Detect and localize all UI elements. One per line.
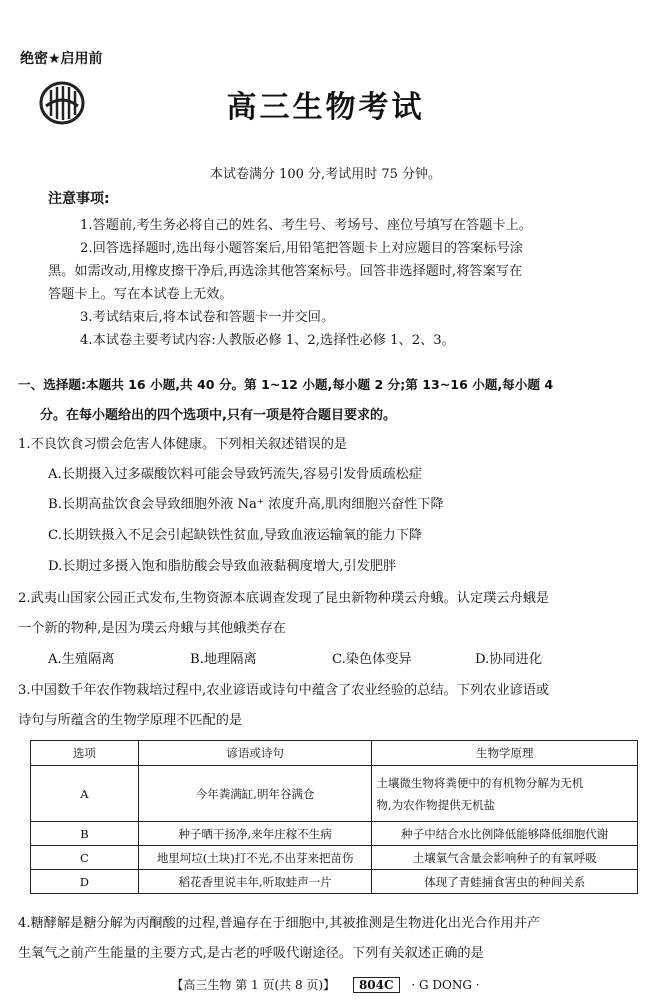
question-stem: 一个新的物种,是因为璞云舟蛾与其他蛾类存在 bbox=[18, 621, 286, 636]
table-row bbox=[31, 846, 638, 870]
brand-label: · G DONG · bbox=[411, 978, 480, 992]
question-stem: 1.不良饮食习惯会危害人体健康。下列相关叙述错误的是 bbox=[18, 437, 348, 452]
options-table bbox=[30, 740, 638, 894]
notice-line: 黑。如需改动,用橡皮擦干净后,再选涂其他答案标号。回答非选择题时,将答案写在 bbox=[48, 264, 523, 279]
table-cell-principle: 种子中结合水比例降低能够降低细胞代谢 bbox=[372, 822, 638, 846]
option-b: B.长期高盐饮食会导致细胞外液 Na⁺ 浓度升高,肌肉细胞兴奋性下降 bbox=[48, 497, 444, 512]
exam-title: 高三生物考试 bbox=[226, 90, 425, 125]
exam-subtitle: 本试卷满分 100 分,考试用时 75 分钟。 bbox=[209, 167, 442, 182]
notice-line: 3.考试结束后,将本试卷和答题卡一并交回。 bbox=[80, 310, 335, 325]
option-d: D.长期过多摄入饱和脂肪酸会导致血液黏稠度增大,引发肥胖 bbox=[48, 559, 397, 574]
notice-heading: 注意事项: bbox=[48, 191, 110, 207]
table-cell-option: B bbox=[31, 822, 139, 846]
question-stem: 诗句与所蕴含的生物学原理不匹配的是 bbox=[18, 713, 243, 728]
notice-line: 2.回答选择题时,选出每小题答案后,用铅笔把答题卡上对应题目的答案标号涂 bbox=[80, 241, 523, 256]
exam-code: 804C bbox=[353, 977, 400, 993]
question-stem: 2.武夷山国家公园正式发布,生物资源本底调查发现了昆虫新物种璞云舟蛾。认定璞云舟蛾是 bbox=[18, 591, 550, 606]
notice-line: 答题卡上。写在本试卷上无效。 bbox=[48, 287, 233, 302]
table-cell-principle bbox=[372, 766, 638, 822]
principle-line: 土壤微生物将粪便中的有机物分解为无机 bbox=[376, 775, 584, 790]
table-cell-saying: 今年粪满缸,明年谷满仓 bbox=[138, 766, 372, 822]
section-instruction: 一、选择题:本题共 16 小题,共 40 分。第 1~12 小题,每小题 2 分;第 13~16 小题,每小题 4 bbox=[18, 377, 554, 392]
principle-line: 物,为农作物提供无机盐 bbox=[376, 797, 496, 812]
option-a: A.长期摄入过多碳酸饮料可能会导致钙流失,容易引发骨质疏松症 bbox=[48, 467, 422, 482]
table-header: 谚语或诗句 bbox=[138, 741, 372, 766]
option-c: C.长期铁摄入不足会引起缺铁性贫血,导致血液运输氧的能力下降 bbox=[48, 528, 423, 543]
table-row bbox=[31, 766, 638, 822]
option-c: C.染色体变异 bbox=[332, 652, 412, 667]
table-cell-saying: 种子晒干扬净,来年庄稼不生病 bbox=[138, 822, 372, 846]
confidential-label: 绝密★启用前 bbox=[20, 51, 103, 67]
question-stem: 3.中国数千年农作物栽培过程中,农业谚语或诗句中蕴含了农业经验的总结。下列农业谚语或 bbox=[18, 683, 550, 698]
question-stem: 4.糖酵解是糖分解为丙酮酸的过程,普遍存在于细胞中,其被推测是生物进化出光合作用并产 bbox=[18, 916, 541, 931]
table-cell-saying: 稻花香里说丰年,听取蛙声一片 bbox=[138, 870, 372, 894]
table-cell-option: D bbox=[31, 870, 139, 894]
notice-line: 1.答题前,考生务必将自己的姓名、考生号、考场号、座位号填写在答题卡上。 bbox=[80, 218, 532, 233]
page-number: 【高三生物 第 1 页(共 8 页)】 bbox=[171, 978, 336, 992]
option-a: A.生殖隔离 bbox=[48, 652, 115, 667]
page-footer bbox=[0, 976, 651, 993]
table-header: 生物学原理 bbox=[372, 741, 638, 766]
section-instruction: 分。在每小题给出的四个选项中,只有一项是符合题目要求的。 bbox=[40, 408, 396, 423]
question-stem: 生氧气之前产生能量的主要方式,是古老的呼吸代谢途径。下列有关叙述正确的是 bbox=[18, 946, 484, 961]
option-d: D.协同进化 bbox=[475, 652, 543, 667]
table-cell-saying: 地里坷垃(土块)打不光,不出芽来把苗伤 bbox=[138, 846, 372, 870]
table-cell-principle: 体现了青蛙捕食害虫的种间关系 bbox=[372, 870, 638, 894]
table-row bbox=[31, 870, 638, 894]
option-b: B.地理隔离 bbox=[190, 652, 257, 667]
table-header: 选项 bbox=[31, 741, 139, 766]
table-row bbox=[31, 822, 638, 846]
table-cell-option: C bbox=[31, 846, 139, 870]
table-cell-option: A bbox=[31, 766, 139, 822]
notice-line: 4.本试卷主要考试内容:人教版必修 1、2,选择性必修 1、2、3。 bbox=[80, 333, 455, 348]
table-cell-principle: 土壤氧气含量会影响种子的有氧呼吸 bbox=[372, 846, 638, 870]
